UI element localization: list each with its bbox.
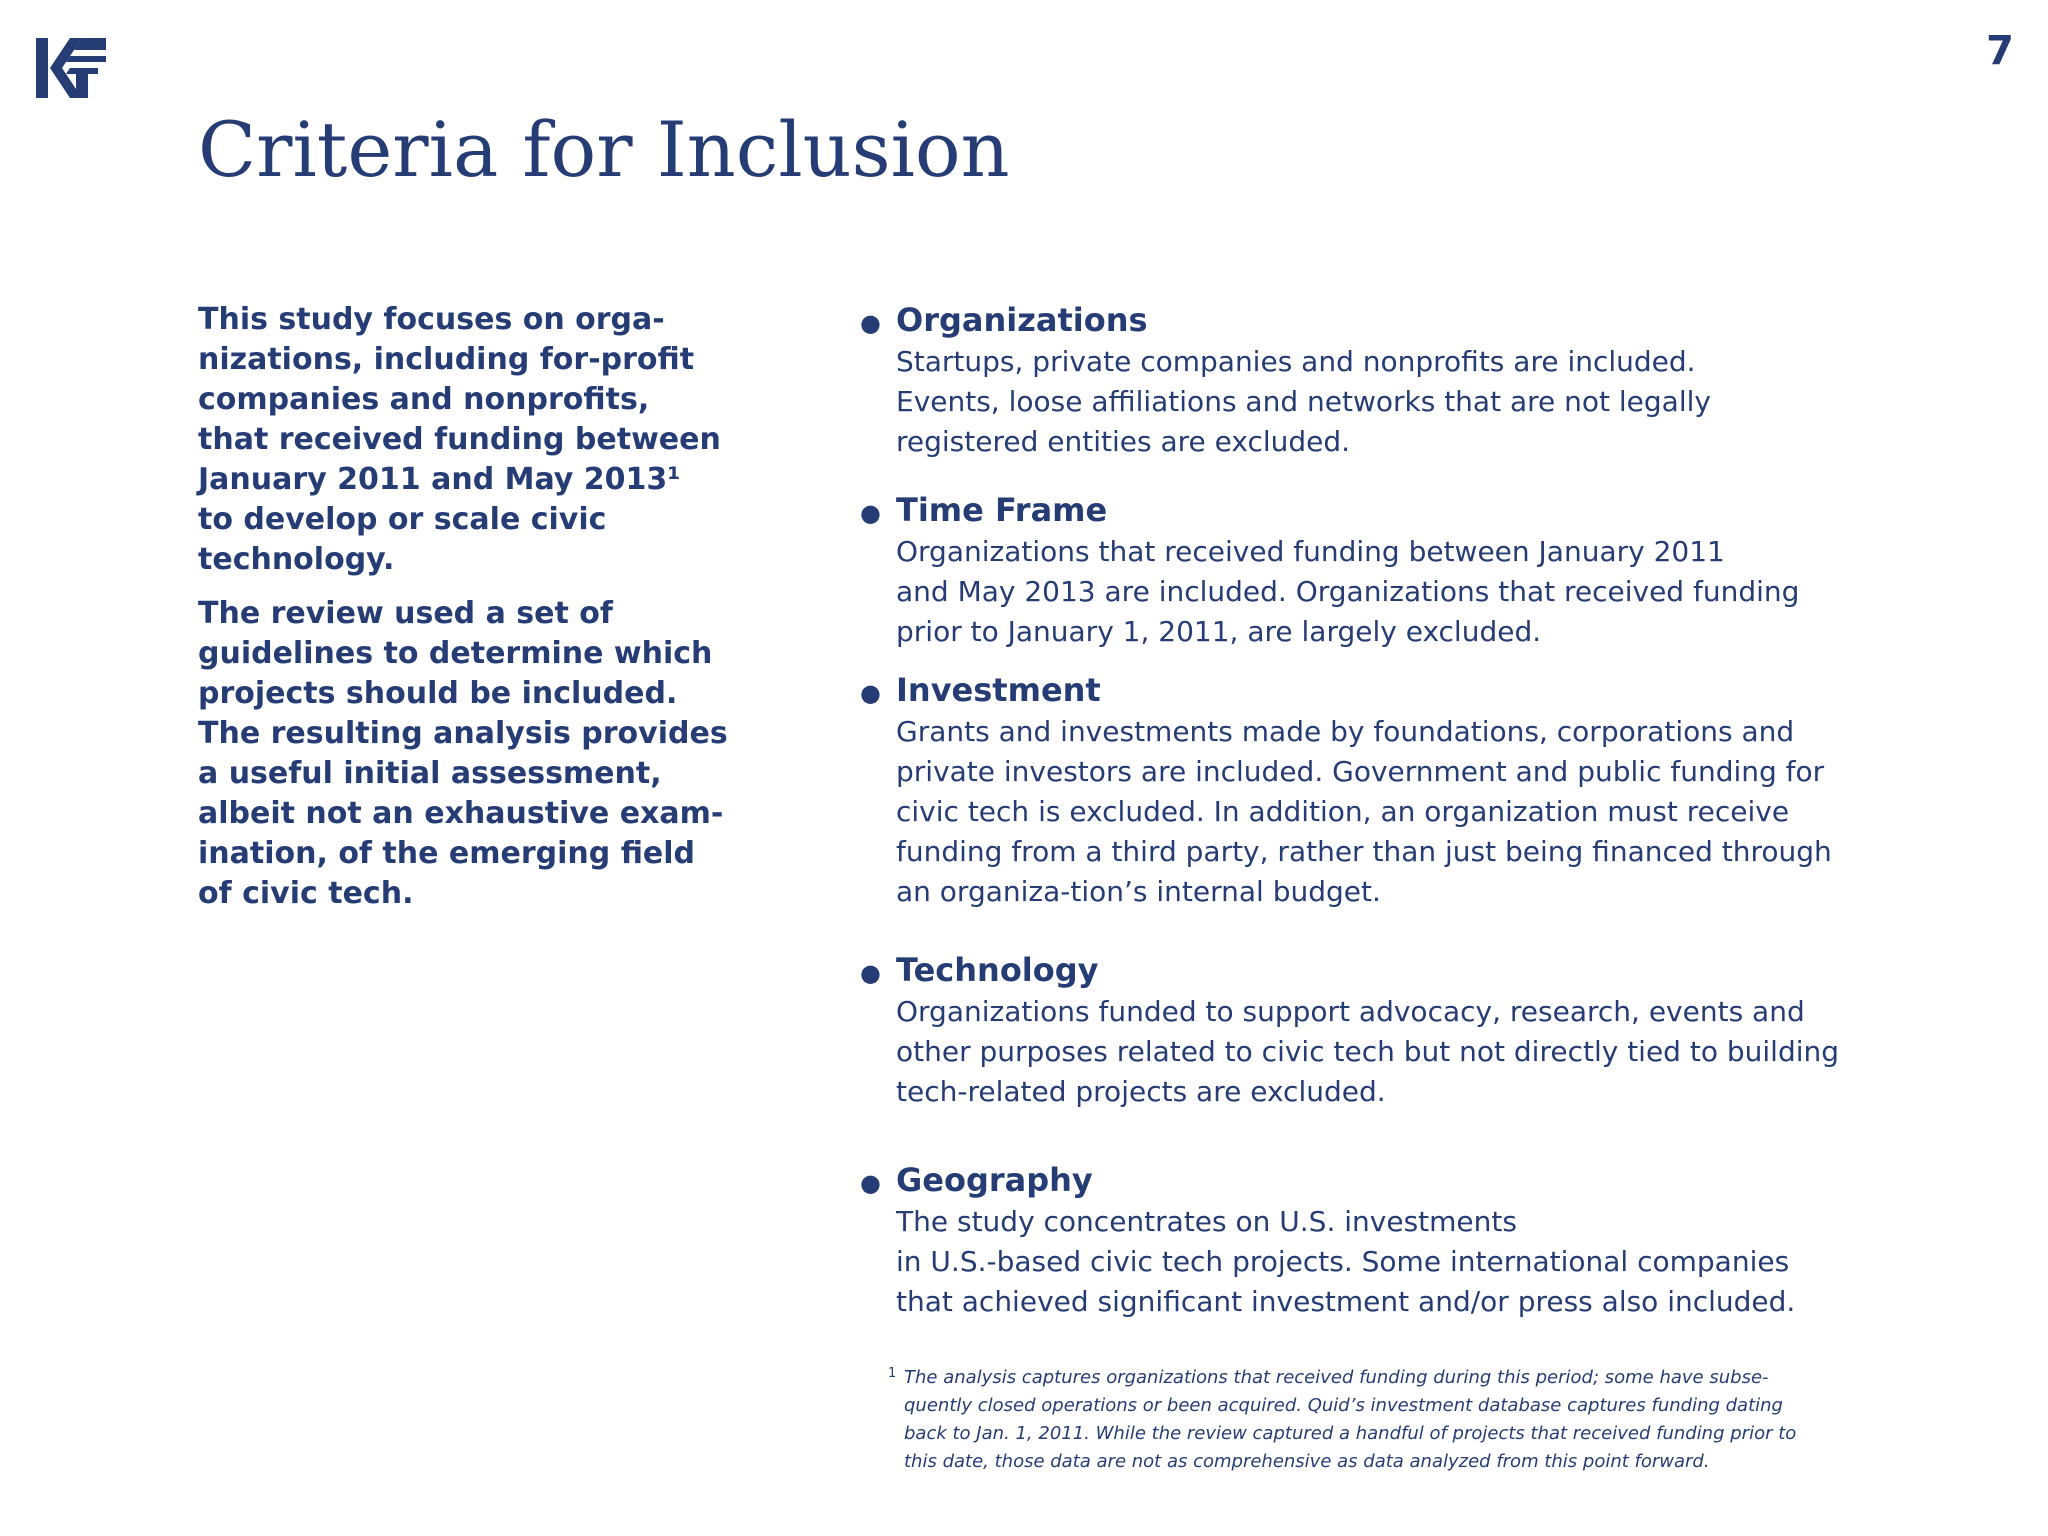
footnote — [888, 1364, 1888, 1476]
footnote-line: quently closed operations or been acquired. Quid’s investment database captures funding dating — [904, 1395, 1783, 1416]
intro-paragraph — [198, 594, 728, 914]
intro-column — [198, 300, 728, 928]
criterion-line: civic tech is excluded. In addition, an organization must receive — [896, 795, 1790, 828]
bullet-icon: ● — [860, 499, 881, 527]
criterion-line: The study concentrates on U.S. investments — [896, 1205, 1517, 1238]
intro-line: that received funding between — [198, 422, 721, 457]
criterion-text — [896, 1202, 1960, 1322]
criterion-text — [896, 532, 1960, 652]
page-title: Criteria for Inclusion — [198, 105, 1010, 194]
criterion-line: funding from a third party, rather than just being financed through — [896, 835, 1832, 868]
criterion-technology — [860, 950, 1960, 1112]
intro-line: albeit not an exhaustive exam- — [198, 796, 724, 831]
criterion-line: private investors are included. Government and public funding for — [896, 755, 1825, 788]
footnote-line: back to Jan. 1, 2011. While the review captured a handful of projects that received funding prior to — [904, 1423, 1797, 1444]
criterion-line: an organiza-tion’s internal budget. — [896, 875, 1381, 908]
criterion-line: other purposes related to civic tech but not directly tied to building — [896, 1035, 1840, 1068]
criterion-line: Startups, private companies and nonprofits are included. — [896, 345, 1696, 378]
criterion-line: Organizations funded to support advocacy, research, events and — [896, 995, 1805, 1028]
criterion-heading: Time Frame — [896, 491, 1108, 529]
kf-logo-icon — [36, 38, 106, 98]
intro-line: This study focuses on orga- — [198, 302, 665, 337]
intro-line: guidelines to determine which — [198, 636, 713, 671]
criterion-heading: Technology — [896, 951, 1099, 989]
criterion-text — [896, 342, 1960, 462]
criterion-text — [896, 712, 1960, 912]
intro-paragraph — [198, 300, 728, 580]
intro-line: technology. — [198, 542, 395, 577]
bullet-icon: ● — [860, 1169, 881, 1197]
criterion-time-frame — [860, 490, 1960, 652]
criterion-line: and May 2013 are included. Organizations that received funding — [896, 575, 1800, 608]
intro-line: projects should be included. — [198, 676, 678, 711]
footnote-line: The analysis captures organizations that received funding during this period; some have subse- — [904, 1367, 1769, 1388]
intro-line: The review used a set of — [198, 596, 613, 631]
page-number: 7 — [1986, 28, 2014, 74]
criterion-line: Grants and investments made by foundations, corporations and — [896, 715, 1795, 748]
criterion-line: tech-related projects are excluded. — [896, 1075, 1386, 1108]
criterion-line: in U.S.-based civic tech projects. Some international companies — [896, 1245, 1790, 1278]
criterion-text — [896, 992, 1960, 1112]
criterion-heading: Organizations — [896, 301, 1148, 339]
intro-line: to develop or scale civic — [198, 502, 607, 537]
criterion-line: Organizations that received funding between January 2011 — [896, 535, 1725, 568]
criterion-line: Events, loose affiliations and networks that are not legally — [896, 385, 1711, 418]
intro-line: ination, of the emerging field — [198, 836, 696, 871]
bullet-icon: ● — [860, 679, 881, 707]
intro-line: companies and nonprofits, — [198, 382, 650, 417]
intro-line: The resulting analysis provides — [198, 716, 728, 751]
intro-line: a useful initial assessment, — [198, 756, 662, 791]
intro-line: January 2011 and May 2013¹ — [198, 462, 681, 497]
criterion-line: prior to January 1, 2011, are largely excluded. — [896, 615, 1542, 648]
footnote-line: this date, those data are not as comprehensive as data analyzed from this point forward. — [904, 1451, 1710, 1472]
criterion-geography — [860, 1160, 1960, 1322]
criterion-line: registered entities are excluded. — [896, 425, 1351, 458]
intro-line: of civic tech. — [198, 876, 414, 911]
criterion-line: that achieved significant investment and/or press also included. — [896, 1285, 1796, 1318]
criterion-heading: Investment — [896, 671, 1101, 709]
footnote-marker: 1 — [888, 1366, 897, 1381]
criterion-organizations — [860, 300, 1960, 462]
bullet-icon: ● — [860, 309, 881, 337]
footnote-text — [904, 1364, 1888, 1476]
bullet-icon: ● — [860, 959, 881, 987]
intro-line: nizations, including for-profit — [198, 342, 695, 377]
criterion-heading: Geography — [896, 1161, 1093, 1199]
criterion-investment — [860, 670, 1960, 912]
